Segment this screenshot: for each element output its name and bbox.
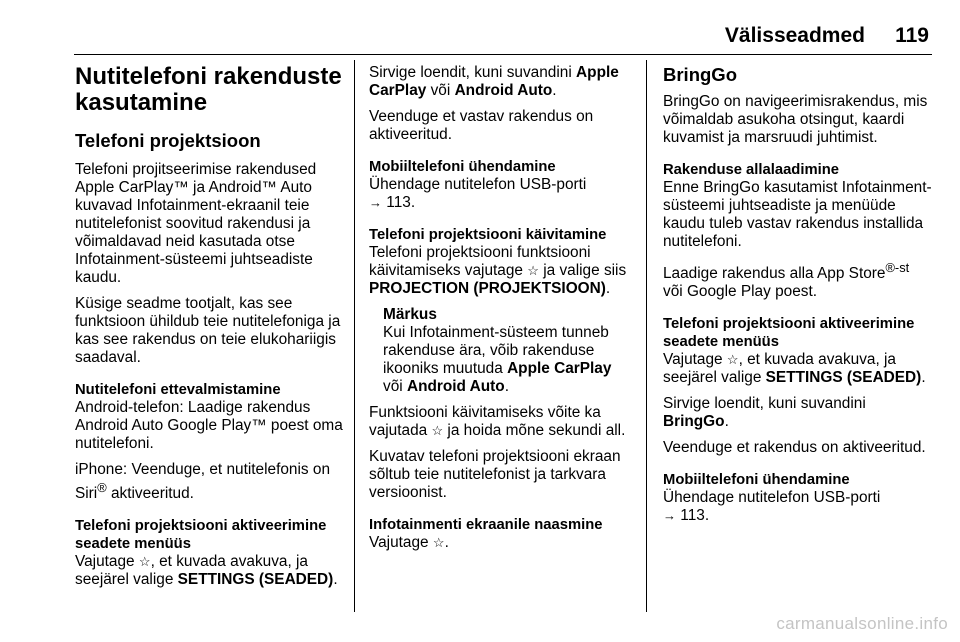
subheading: Telefoni projektsiooni aktiveerimine seadete menüüs: [75, 518, 327, 553]
home-icon: ☆: [527, 263, 539, 278]
text: , et kuvada avakuva, ja seejärel valige: [75, 553, 308, 589]
option-label: Android Auto: [454, 82, 553, 99]
chapter-title: Nutitelefoni rakenduste kasutamine: [75, 63, 342, 116]
paragraph: Enne BringGo kasutamist Infotainment-süsteemi juhtseadiste ja menüüde kaudu tuleb vastav rakendus installida nutitelefoni.: [663, 179, 932, 250]
text: või: [426, 82, 455, 99]
paragraph: [369, 244, 634, 298]
text: .: [921, 369, 926, 387]
subheading: Nutitelefoni ettevalmistamine: [75, 382, 281, 398]
text: iPhone: Veenduge, et nutitelefonis on Siri: [75, 461, 331, 503]
arrow-right-icon: →: [663, 508, 676, 524]
paragraph: Veenduge et rakendus on aktiveeritud.: [663, 439, 926, 457]
home-icon: ☆: [432, 535, 445, 550]
paragraph: Veenduge et vastav rakendus on aktiveeritud.: [369, 108, 594, 143]
paragraph: [663, 395, 933, 431]
column-middle: [369, 64, 634, 560]
superscript: ®: [97, 480, 107, 495]
column-left: [75, 64, 350, 597]
superscript: ®-st: [885, 260, 910, 275]
paragraph: [663, 489, 933, 525]
page-reference: 113.: [386, 194, 416, 211]
option-label: Android Auto: [406, 378, 505, 395]
subheading: Mobiiltelefoni ühendamine: [369, 159, 556, 175]
menu-label: SETTINGS (SEADED): [177, 571, 334, 589]
text: ja valige siis: [538, 262, 627, 279]
text: Vajutage: [663, 351, 727, 369]
column-divider: [646, 60, 647, 612]
option-label: Apple CarPlay: [507, 360, 612, 377]
arrow-right-icon: →: [369, 195, 382, 210]
page-header: [0, 0, 960, 60]
text: Ühendage nutitelefon USB-porti: [663, 489, 881, 507]
paragraph: [369, 176, 634, 212]
paragraph: [369, 404, 634, 440]
paragraph: [75, 461, 350, 503]
page-number: 119: [895, 24, 929, 47]
paragraph: [663, 259, 933, 301]
menu-label: PROJECTION (PROJEKTSIOON): [369, 280, 606, 297]
text: ja hoida mõne sekundi all.: [443, 422, 626, 439]
subheading: Telefoni projektsiooni aktiveerimine seadete menüüs: [663, 316, 915, 351]
subheading: Rakenduse allalaadimine: [663, 162, 839, 178]
paragraph: Telefoni projitseerimise rakendused Apple CarPlay™ ja Android™ Auto kuvavad Infotainment-ekraanil teie nutitelefonist soovitud rakendusi ja võimaldavad neid kasutada otse Infotainment-süsteemi juhtseadiste kaudu.: [75, 161, 317, 286]
note-box: [383, 306, 634, 396]
watermark: carmanualsonline.info: [776, 614, 948, 633]
text: .: [444, 534, 449, 551]
page-reference: 113.: [680, 507, 710, 525]
section-heading: Telefoni projektsioon: [75, 130, 261, 151]
paragraph: Küsige seadme tootjalt, kas see funktsioon ühildub teie nutitelefoniga ja kas see rakendus on teie elukohariigis saadaval.: [75, 295, 341, 366]
paragraph: Android-telefon: Laadige rakendus Android Auto Google Play™ poest oma nutitelefoni.: [75, 399, 343, 452]
home-icon: ☆: [138, 554, 151, 570]
text: või Google Play poest.: [663, 283, 817, 301]
subheading: Telefoni projektsiooni käivitamine: [369, 227, 607, 243]
home-icon: ☆: [726, 352, 739, 368]
text: Telefoni projektsiooni funktsiooni käivitamiseks vajutage: [369, 244, 591, 279]
text: Vajutage: [369, 534, 433, 551]
header-rule: [74, 54, 932, 55]
text: Vajutage: [75, 553, 139, 571]
text: Funktsiooni käivitamiseks võite ka vajutada: [369, 404, 601, 439]
text: või: [383, 378, 407, 395]
column-right: [663, 64, 933, 533]
text: , et kuvada avakuva, ja seejärel valige: [663, 351, 896, 387]
paragraph: Kuvatav telefoni projektsiooni ekraan sõltub teie nutitelefonist ja tarkvara versioonist.: [369, 448, 621, 501]
text: Ühendage nutitelefon USB-porti: [369, 176, 587, 193]
text: .: [333, 571, 338, 589]
option-label: BringGo: [663, 413, 725, 431]
subheading: Mobiiltelefoni ühendamine: [663, 472, 850, 489]
paragraph: [369, 534, 634, 552]
paragraph: [663, 351, 933, 387]
column-divider: [354, 60, 355, 612]
paragraph: [369, 64, 634, 100]
text: Kui Infotainment-süsteem tunneb rakenduse ära, võib rakenduse ikooniks muutuda: [383, 324, 609, 377]
text: aktiveeritud.: [106, 485, 194, 503]
paragraph: BringGo on navigeerimisrakendus, mis võimaldab asukoha otsingut, kaardi kuvamist ja marsruudi juhtimist.: [663, 93, 928, 146]
text: Laadige rakendus alla App Store: [663, 265, 886, 283]
text: .: [504, 378, 509, 395]
text: .: [552, 82, 557, 99]
section-title: Välisseadmed: [724, 24, 865, 47]
text: .: [724, 413, 729, 431]
home-icon: ☆: [431, 423, 444, 438]
note-title: Märkus: [383, 306, 437, 323]
option-label: Apple CarPlay: [369, 64, 619, 99]
paragraph: [75, 553, 350, 589]
text: Sirvige loendit, kuni suvandini: [369, 64, 577, 81]
subheading: Infotainmenti ekraanile naasmine: [369, 517, 603, 533]
section-heading: BringGo: [663, 64, 737, 85]
text: .: [605, 280, 611, 297]
text: Sirvige loendit, kuni suvandini: [663, 395, 866, 413]
menu-label: SETTINGS (SEADED): [765, 369, 922, 387]
note-text: [383, 324, 634, 396]
